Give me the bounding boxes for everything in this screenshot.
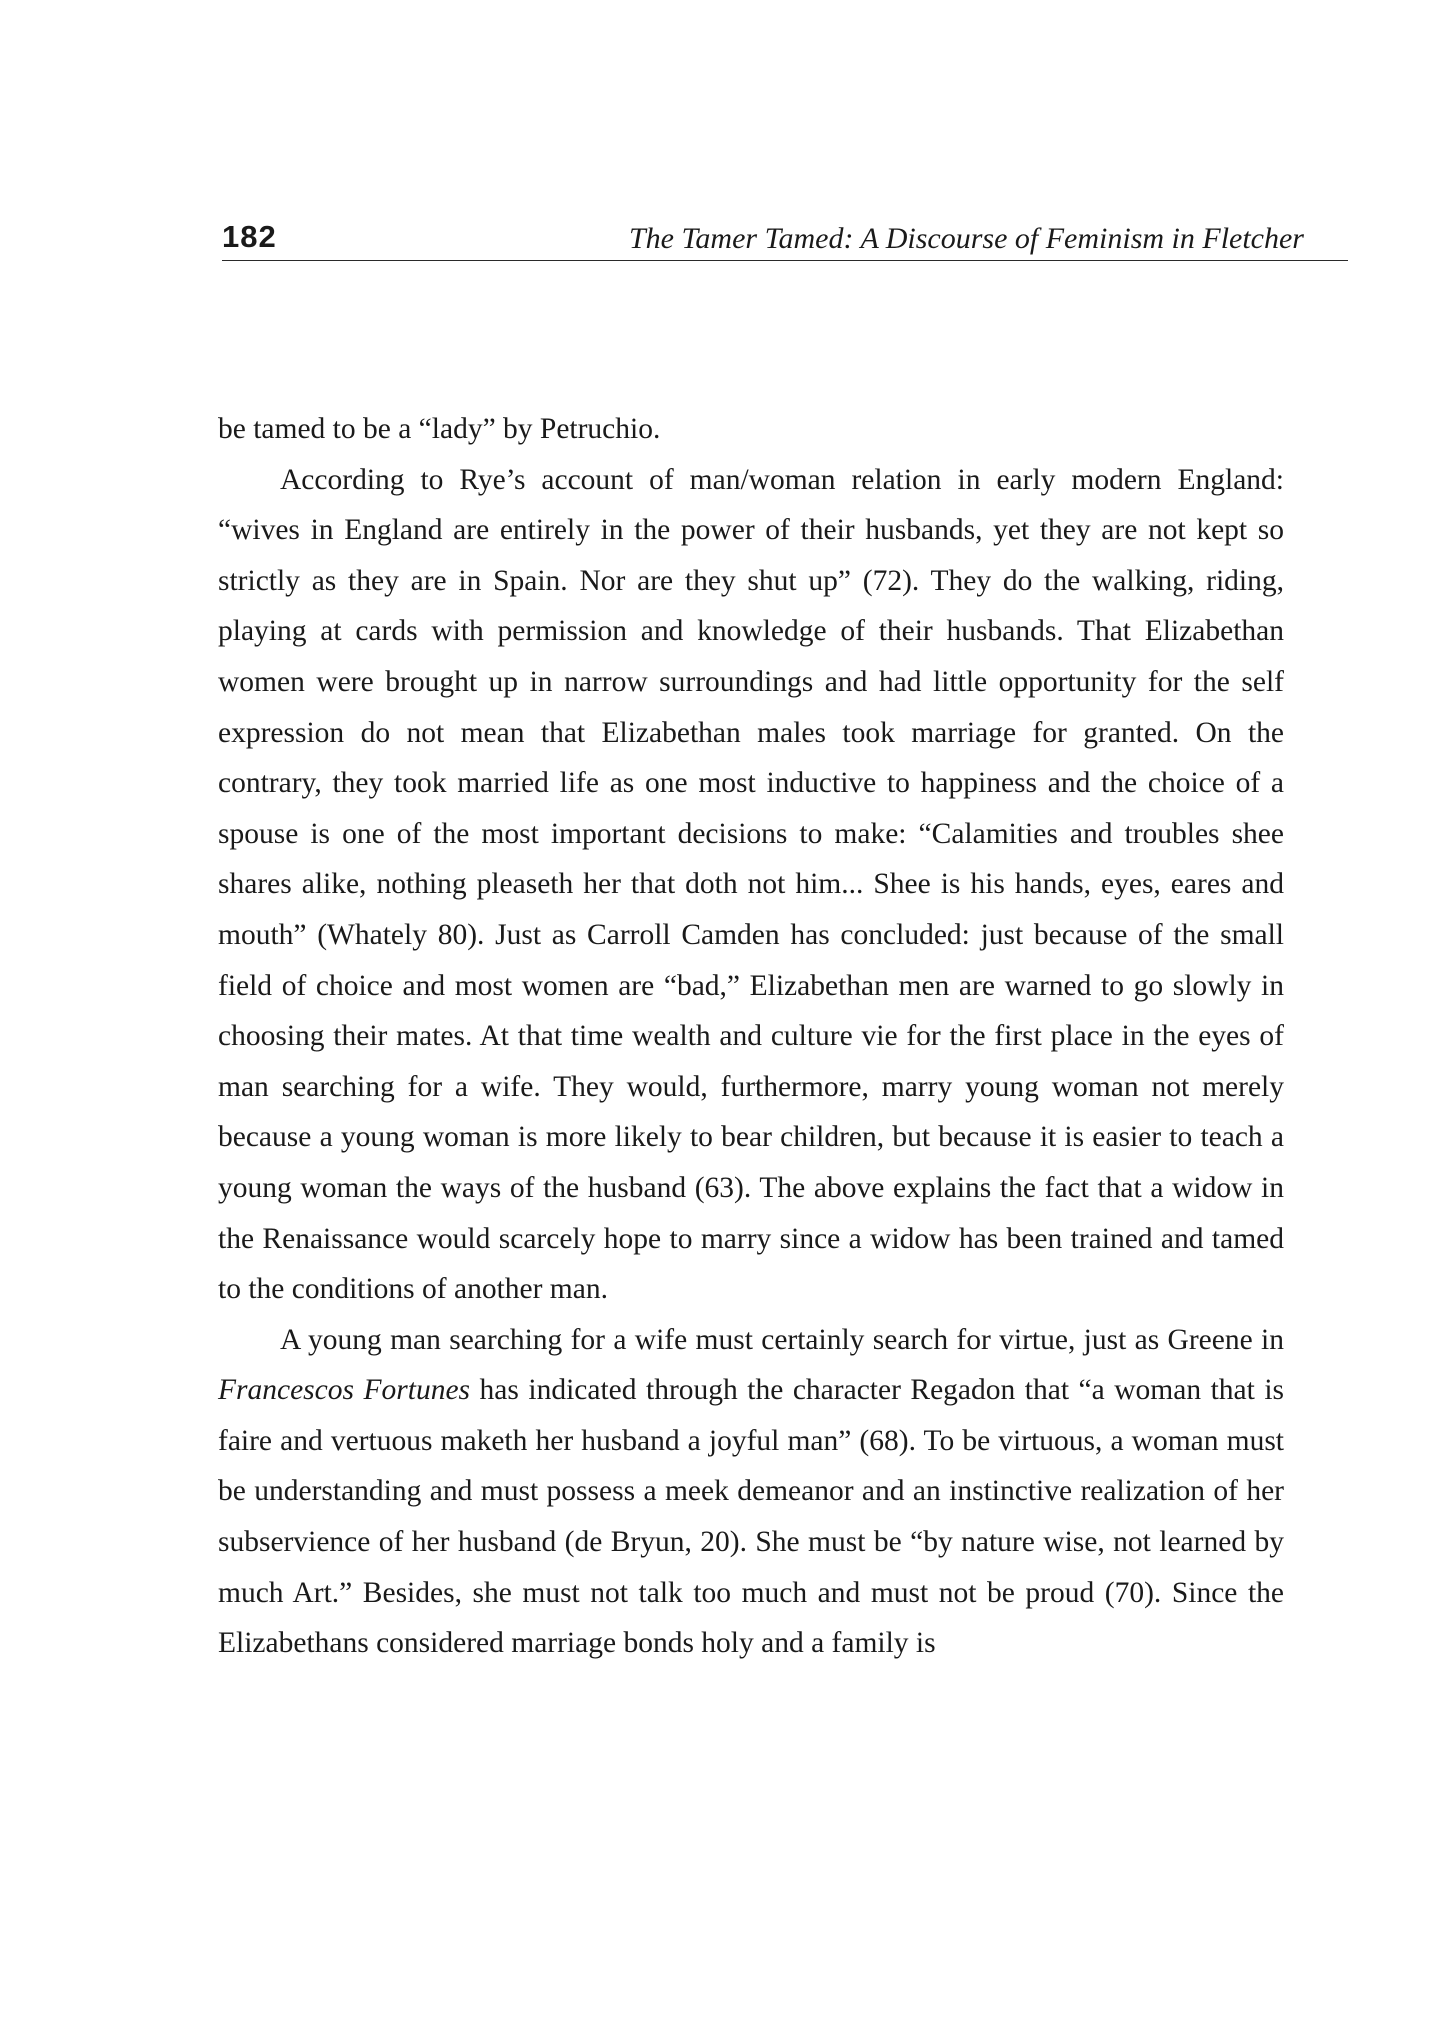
work-title-francescos-fortunes: Francescos Fortunes <box>218 1374 471 1407</box>
paragraph-3-text-before: A young man searching for a wife must certainly search for virtue, just as Greene in <box>280 1323 1284 1356</box>
header-rule <box>222 260 1348 261</box>
paragraph-3-text-after: has indicated through the character Regadon that “a woman that is faire and vertuous maketh her husband a joyful man” (68). To be virtuous, a woman must be understanding and must possess a meek demeanor and an instinctive realization of her subservience of her husband (de Bryun, 20). She must be “by nature wise, not learned by much Art.” Besides, she must not talk too much and must not be proud (70). Since the Elizabethans considered marriage bonds holy and a family is <box>218 1374 1284 1660</box>
page-number: 182 <box>222 219 277 254</box>
paragraph-2: According to Rye’s account of man/woman relation in early modern England: “wives in England are entirely in the power of their husbands, yet they are not kept so strictly as they are in Spain. Nor are they shut up” (72). They do the walking, riding, playing at cards with permission and knowledge of their husbands. That Elizabethan women were brought up in narrow surroundings and had little opportunity for the self expression do not mean that Elizabethan males took marriage for granted. On the contrary, they took married life as one most inductive to happiness and the choice of a spouse is one of the most important decisions to make: “Calamities and troubles shee shares alike, nothing pleaseth her that doth not him... Shee is his hands, eyes, eares and mouth” (Whately 80). Just as Carroll Camden has concluded: just because of the small field of choice and most women are “bad,” Elizabethan men are warned to go slowly in choosing their mates. At that time wealth and culture vie for the first place in the eyes of man searching for a wife. They would, furthermore, marry young woman not merely because a young woman is more likely to bear children, but because it is easier to teach a young woman the ways of the husband (63). The above explains the fact that a widow in the Renaissance would scarcely hope to marry since a widow has been trained and tamed to the conditions of another man. <box>218 463 1284 1306</box>
page-header <box>222 216 1348 260</box>
paragraph-3 <box>218 1315 1284 1669</box>
running-title: The Tamer Tamed: A Discourse of Feminism in Fletcher <box>629 222 1304 255</box>
body-text <box>218 404 1284 1669</box>
paragraph-1: be tamed to be a “lady” by Petruchio. <box>218 413 661 445</box>
